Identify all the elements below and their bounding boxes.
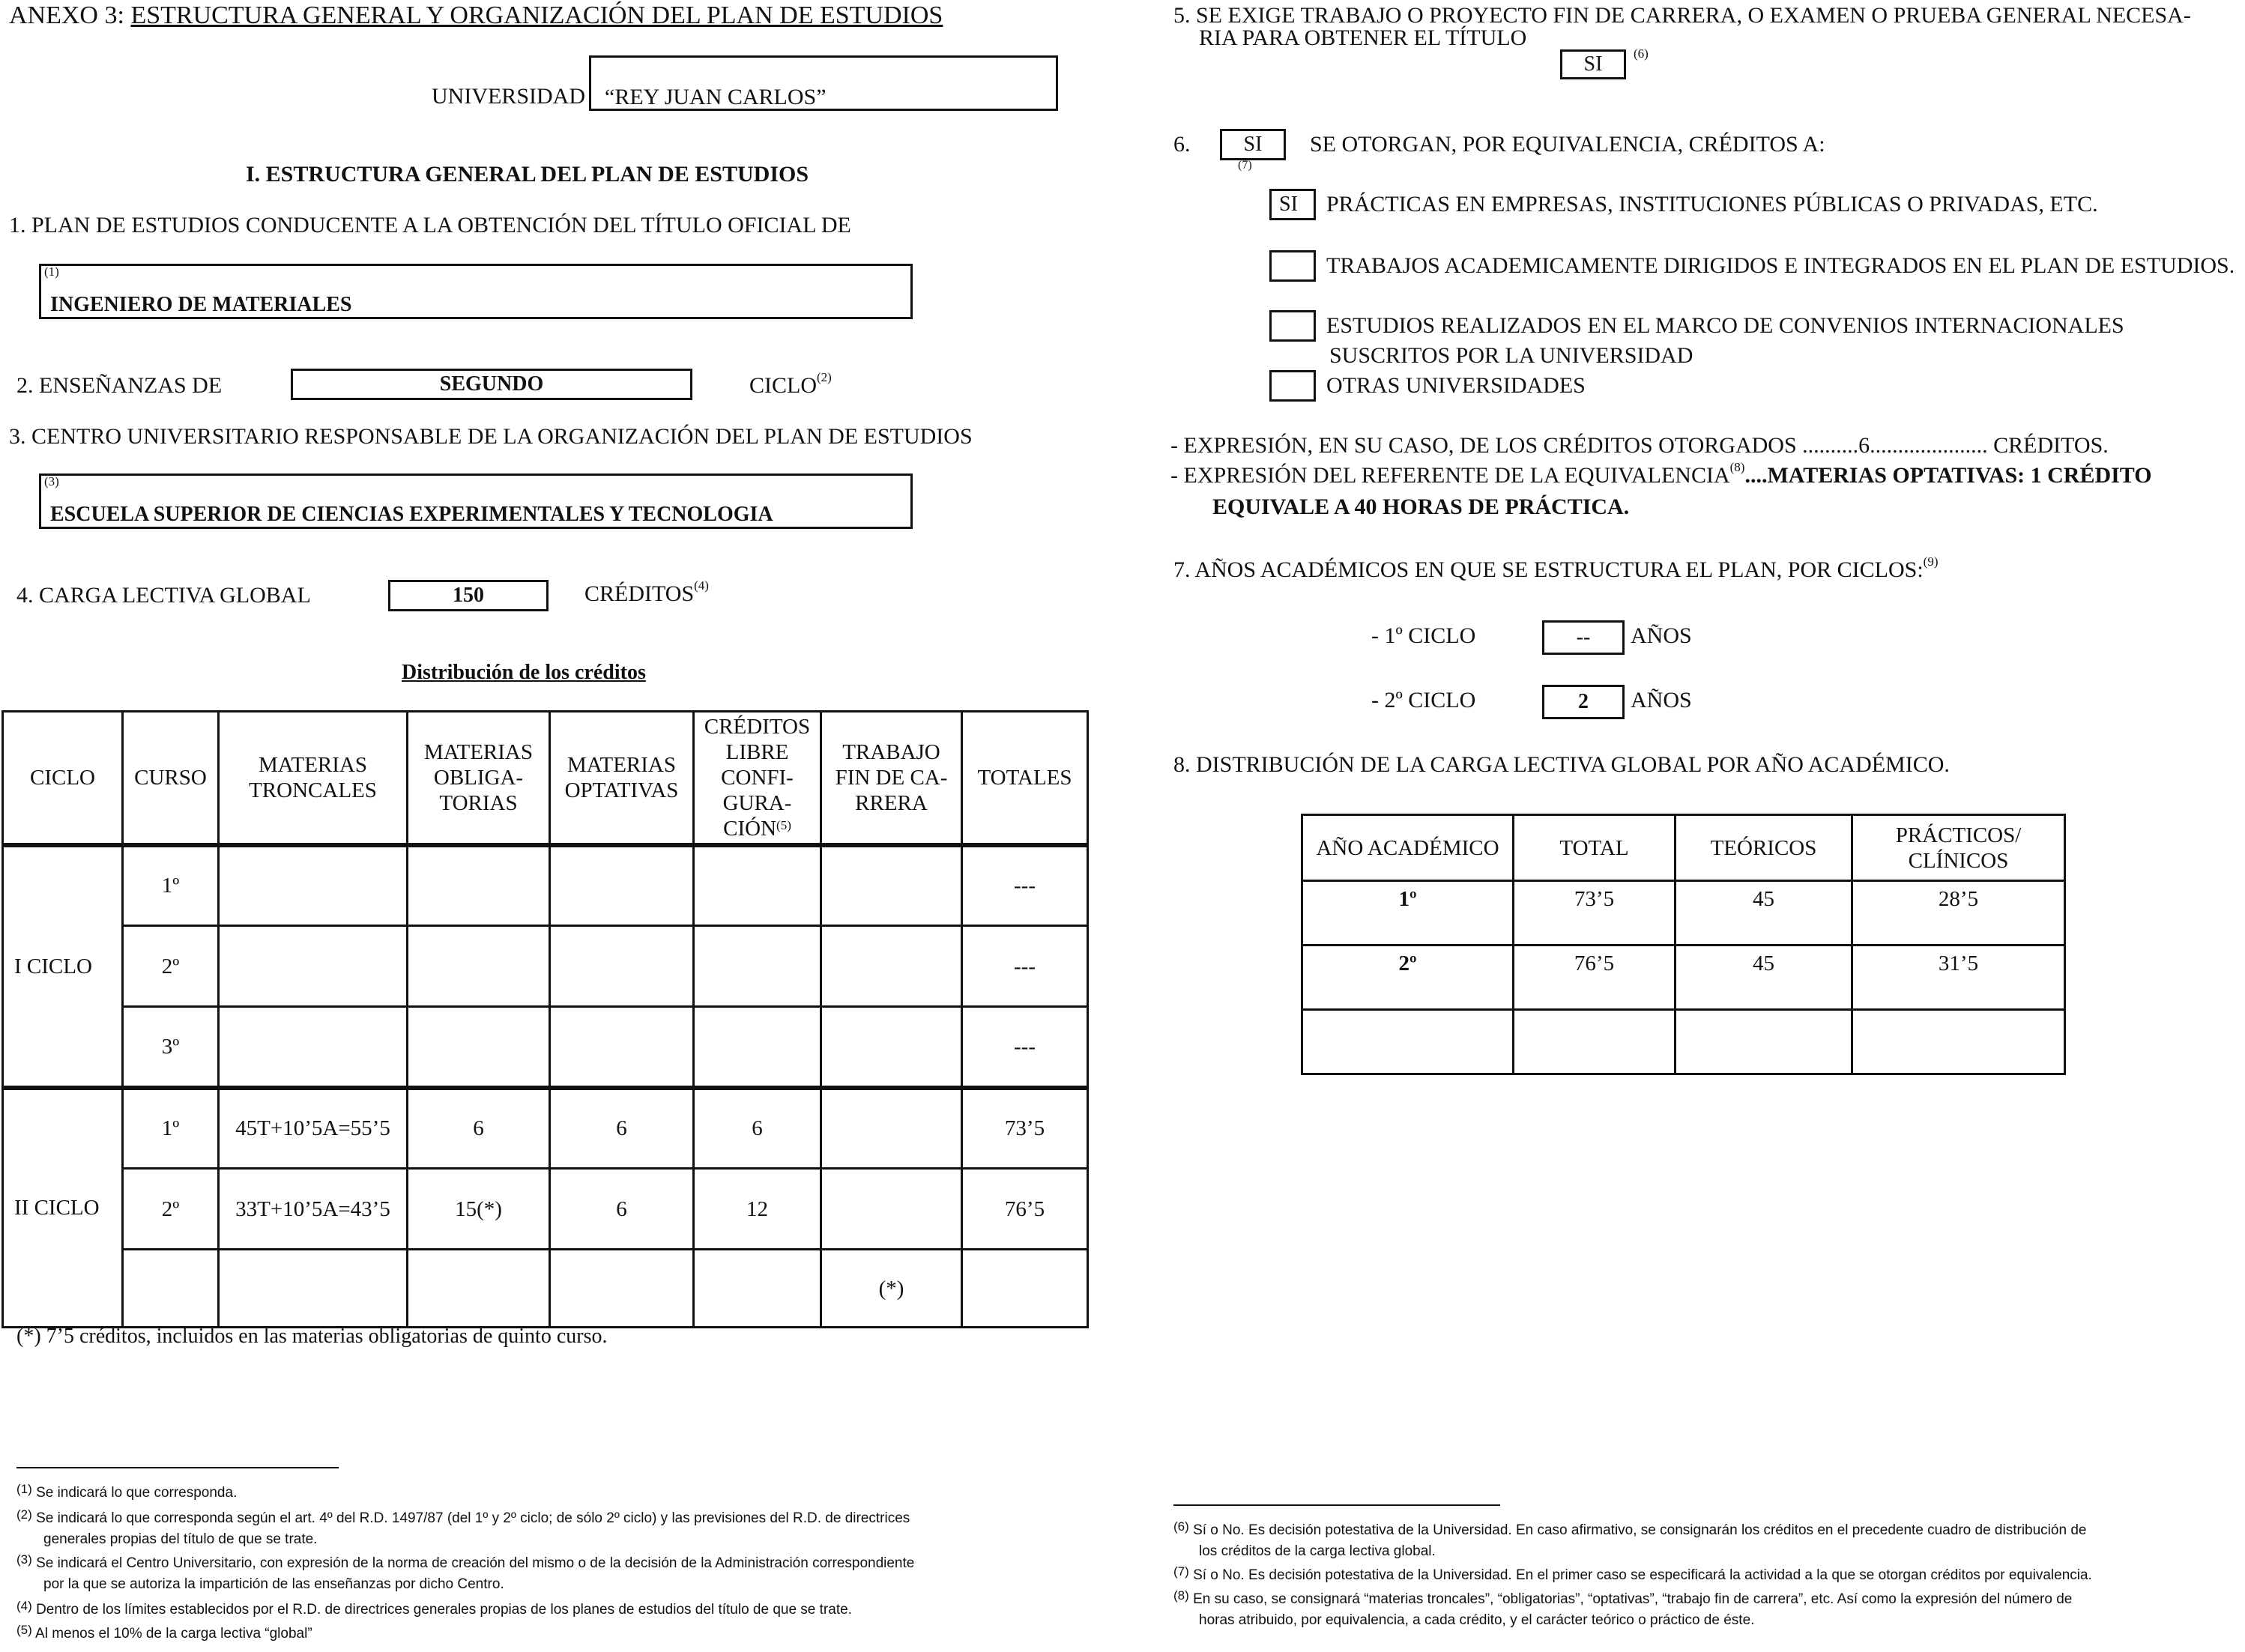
cycle-value: SEGUNDO (439, 372, 544, 396)
cell-total (1514, 1010, 1676, 1074)
footnote: $^{(7)}$ Sí o No. Es decisión potestativa de la Universidad. En el primer caso se especificará la actividad a la que se otorgan créditos por equivalencia. (1173, 1564, 2092, 1583)
cell-libre (694, 926, 821, 1007)
item7-label: 7. AÑOS ACADÉMICOS EN QUE SE ESTRUCTURA EL PLAN, POR CICLOS:$^{(9)}$ (1173, 554, 1939, 582)
cell-curso: 2º (123, 1169, 219, 1250)
cell-theoretical: 45 (1676, 881, 1852, 945)
cycle-field (291, 369, 692, 400)
annex-title (9, 1, 943, 30)
cell-libre: 12 (694, 1169, 821, 1250)
cell-curso (123, 1250, 219, 1328)
section-heading: I. ESTRUCTURA GENERAL DEL PLAN DE ESTUDIOS (246, 162, 809, 187)
header-obligatorias: MATERIAS OBLIGA-TORIAS (408, 712, 550, 845)
cell-practical: 28’5 (1852, 881, 2065, 945)
cell-curso: 1º (123, 845, 219, 926)
item5-field (1560, 49, 1626, 79)
footnote: $^{(5)}$ Al menos el 10% de la carga lectiva “global” (16, 1623, 312, 1642)
title-value: INGENIERO DE MATERIALES (50, 293, 352, 316)
item5-line1: 5. SE EXIGE TRABAJO O PROYECTO FIN DE CARRERA, O EXAMEN O PRUEBA GENERAL NECESA- (1173, 3, 2191, 28)
table-note: (*) 7’5 créditos, incluidos en las materias obligatorias de quinto curso. (16, 1325, 608, 1348)
footnote: $^{(2)}$ Se indicará lo que corresponda según el art. 4º del R.D. 1497/87 (del 1º y 2º ciclo; de sólo 2º ciclo) y las previsiones del R.D. de directrices (16, 1507, 910, 1526)
cell-year: 1º (1302, 881, 1514, 945)
option-label-continued: SUSCRITOS POR LA UNIVERSIDAD (1329, 343, 1693, 368)
item6-label: SE OTORGAN, POR EQUIVALENCIA, CRÉDITOS A: (1310, 132, 1825, 157)
annex-heading: ESTRUCTURA GENERAL Y ORGANIZACIÓN DEL PLAN DE ESTUDIOS (130, 1, 943, 29)
annex-label: ANEXO 3: (9, 1, 124, 29)
cycle2-years-value: 2 (1578, 690, 1589, 713)
footnote-divider-right (1173, 1504, 1500, 1506)
option-checkbox: SI (1269, 189, 1316, 220)
cell-troncales: 33T+10’5A=43’5 (219, 1169, 408, 1250)
cell-theoretical (1676, 1010, 1852, 1074)
center-value: ESCUELA SUPERIOR DE CIENCIAS EXPERIMENTALES Y TECNOLOGIA (50, 503, 773, 526)
cell-troncales (219, 1007, 408, 1088)
table-row (3, 1088, 1088, 1169)
cell-optativas (550, 926, 694, 1007)
credits-value: 150 (453, 584, 484, 607)
header-ciclo: CICLO (3, 712, 123, 845)
cell-obligatorias (408, 845, 550, 926)
cell-optativas: 6 (550, 1169, 694, 1250)
cycle1-years-field (1542, 620, 1625, 655)
cell-obligatorias: 6 (408, 1088, 550, 1169)
cell-totales: --- (962, 926, 1088, 1007)
cycle1-years-label: - 1º CICLO (1371, 623, 1476, 648)
cell-totales: --- (962, 1007, 1088, 1088)
credits-distribution-table (1, 710, 1089, 1328)
cycle1-years-unit: AÑOS (1631, 623, 1692, 648)
footnote: $^{(8)}$ En su caso, se consignará “materias troncales”, “obligatorias”, “optativas”, “trabajo fin de carrera”, etc. Así como la expresión del número de (1173, 1588, 2073, 1607)
cell-total: 76’5 (1514, 945, 1676, 1010)
university-field (589, 55, 1058, 111)
item6-note: (7) (1238, 159, 1252, 172)
cell-totales: 73’5 (962, 1088, 1088, 1169)
title-field-note: (1) (44, 264, 59, 279)
cell-obligatorias (408, 1007, 550, 1088)
header-total: TOTAL (1514, 815, 1676, 881)
cell-obligatorias: 15(*) (408, 1169, 550, 1250)
footnote: $^{(6)}$ Sí o No. Es decisión potestativa de la Universidad. En caso afirmativo, se consignarán los créditos en el precedente cuadro de distribución de (1173, 1519, 2087, 1538)
item3-label: 3. CENTRO UNIVERSITARIO RESPONSABLE DE LA ORGANIZACIÓN DEL PLAN DE ESTUDIOS (9, 424, 973, 449)
item8-label: 8. DISTRIBUCIÓN DE LA CARGA LECTIVA GLOBAL POR AÑO ACADÉMICO. (1173, 752, 1950, 777)
cycle2-years-field (1542, 685, 1625, 719)
table-row (1302, 1010, 2065, 1074)
header-curso: CURSO (123, 712, 219, 845)
cell-libre: 6 (694, 1088, 821, 1169)
footnote: los créditos de la carga lectiva global. (1199, 1543, 1436, 1559)
cell-practical: 31’5 (1852, 945, 2065, 1010)
item2-suffix: CICLO$^{(2)}$ (749, 370, 832, 398)
cell-trabajo (821, 1088, 962, 1169)
cycle1-label: I CICLO (3, 845, 123, 1088)
cycle2-label: II CICLO (3, 1088, 123, 1328)
option-checkbox (1269, 310, 1316, 342)
table-row (1302, 945, 2065, 1010)
cell-troncales (219, 1250, 408, 1328)
item6-field (1220, 129, 1286, 160)
cell-theoretical: 45 (1676, 945, 1852, 1010)
footnote: $^{(4)}$ Dentro de los límites establecidos por el R.D. de directrices generales propias de los planes de estudios del título de que se trate. (16, 1599, 852, 1618)
item6-value: SI (1243, 133, 1263, 156)
footnote: horas atribuido, por equivalencia, a cada crédito, y el carácter teórico o práctico de éste. (1199, 1612, 1755, 1628)
header-theoretical: TEÓRICOS (1676, 815, 1852, 881)
option-label: OTRAS UNIVERSIDADES (1326, 373, 1586, 398)
option-label: PRÁCTICAS EN EMPRESAS, INSTITUCIONES PÚBLICAS O PRIVADAS, ETC. (1326, 192, 2098, 217)
cycle1-years-value: -- (1576, 626, 1591, 649)
item5-value: SI (1583, 52, 1603, 76)
item5-note: (6) (1634, 46, 1649, 61)
item1-label: 1. PLAN DE ESTUDIOS CONDUCENTE A LA OBTENCIÓN DEL TÍTULO OFICIAL DE (9, 213, 851, 237)
cell-troncales: 45T+10’5A=55’5 (219, 1088, 408, 1169)
header-libre-config: CRÉDITOS LIBRE CONFI-GURA-CIÓN$^{(5)}$ (694, 712, 821, 845)
cell-optativas (550, 1250, 694, 1328)
table-row (3, 1007, 1088, 1088)
center-field-note: (3) (44, 474, 59, 488)
header-practical: PRÁCTICOS/ CLÍNICOS (1852, 815, 2065, 881)
cell-obligatorias (408, 926, 550, 1007)
academic-load-table (1301, 814, 2066, 1075)
table-row (3, 926, 1088, 1007)
cell-trabajo (821, 1169, 962, 1250)
header-trabajo-fin: TRABAJO FIN DE CA-RRERA (821, 712, 962, 845)
footnote: $^{(3)}$ Se indicará el Centro Universitario, con expresión de la norma de creación del mismo o de la decisión de la Administración correspondiente (16, 1552, 915, 1571)
header-academic-year: AÑO ACADÉMICO (1302, 815, 1514, 881)
footnote: por la que se autoriza la impartición de las enseñanzas por dicho Centro. (43, 1576, 504, 1592)
option-checkbox (1269, 250, 1316, 282)
expression-reference-line2: EQUIVALE A 40 HORAS DE PRÁCTICA. (1212, 494, 1630, 519)
cell-total: 73’5 (1514, 881, 1676, 945)
cycle2-years-label: - 2º CICLO (1371, 688, 1476, 712)
cell-optativas (550, 1007, 694, 1088)
cell-libre (694, 845, 821, 926)
cell-trabajo (821, 845, 962, 926)
cell-curso: 2º (123, 926, 219, 1007)
cell-year (1302, 1010, 1514, 1074)
header-totales: TOTALES (962, 712, 1088, 845)
cell-totales: --- (962, 845, 1088, 926)
university-label: UNIVERSIDAD (432, 84, 585, 109)
option-checkbox (1269, 370, 1316, 402)
item2-label: 2. ENSEÑANZAS DE (16, 373, 223, 398)
center-field (39, 473, 913, 529)
option-label: ESTUDIOS REALIZADOS EN EL MARCO DE CONVENIOS INTERNACIONALES (1326, 313, 2124, 338)
cell-totales (962, 1250, 1088, 1328)
cell-trabajo (821, 1007, 962, 1088)
distribution-title: Distribución de los créditos (402, 661, 646, 684)
item6-number: 6. (1173, 132, 1191, 157)
cell-year: 2º (1302, 945, 1514, 1010)
title-field (39, 264, 913, 319)
header-optativas: MATERIAS OPTATIVAS (550, 712, 694, 845)
table-row (3, 1169, 1088, 1250)
cell-totales: 76’5 (962, 1169, 1088, 1250)
cell-curso: 3º (123, 1007, 219, 1088)
cell-libre (694, 1007, 821, 1088)
cell-trabajo (821, 926, 962, 1007)
expression-credits: - EXPRESIÓN, EN SU CASO, DE LOS CRÉDITOS OTORGADOS ..........6..................... CRÉDITOS. (1170, 433, 2109, 458)
university-value: “REY JUAN CARLOS” (605, 85, 827, 109)
cell-practical (1852, 1010, 2065, 1074)
item4-label: 4. CARGA LECTIVA GLOBAL (16, 583, 311, 608)
credits-field (388, 580, 549, 611)
table-row (3, 1250, 1088, 1328)
table-row (3, 845, 1088, 926)
cell-libre (694, 1250, 821, 1328)
item4-suffix: CRÉDITOS$^{(4)}$ (584, 578, 709, 606)
cell-troncales (219, 845, 408, 926)
cell-obligatorias (408, 1250, 550, 1328)
header-troncales: MATERIAS TRONCALES (219, 712, 408, 845)
expression-reference: - EXPRESIÓN DEL REFERENTE DE LA EQUIVALENCIA$^{(8)}$....MATERIAS OPTATIVAS: 1 CRÉDITO (1170, 460, 2152, 488)
cell-trabajo: (*) (821, 1250, 962, 1328)
footnote: $^{(1)}$ Se indicará lo que corresponda. (16, 1482, 238, 1501)
table-row (1302, 881, 2065, 945)
footnote-divider (16, 1467, 339, 1468)
cell-curso: 1º (123, 1088, 219, 1169)
cell-optativas: 6 (550, 1088, 694, 1169)
cell-troncales (219, 926, 408, 1007)
option-label: TRABAJOS ACADEMICAMENTE DIRIGIDOS E INTEGRADOS EN EL PLAN DE ESTUDIOS. (1326, 253, 2235, 278)
cycle2-years-unit: AÑOS (1631, 688, 1692, 712)
footnote: generales propias del título de que se trate. (43, 1531, 318, 1547)
cell-optativas (550, 845, 694, 926)
item5-line2: RIA PARA OBTENER EL TÍTULO (1199, 25, 1527, 50)
